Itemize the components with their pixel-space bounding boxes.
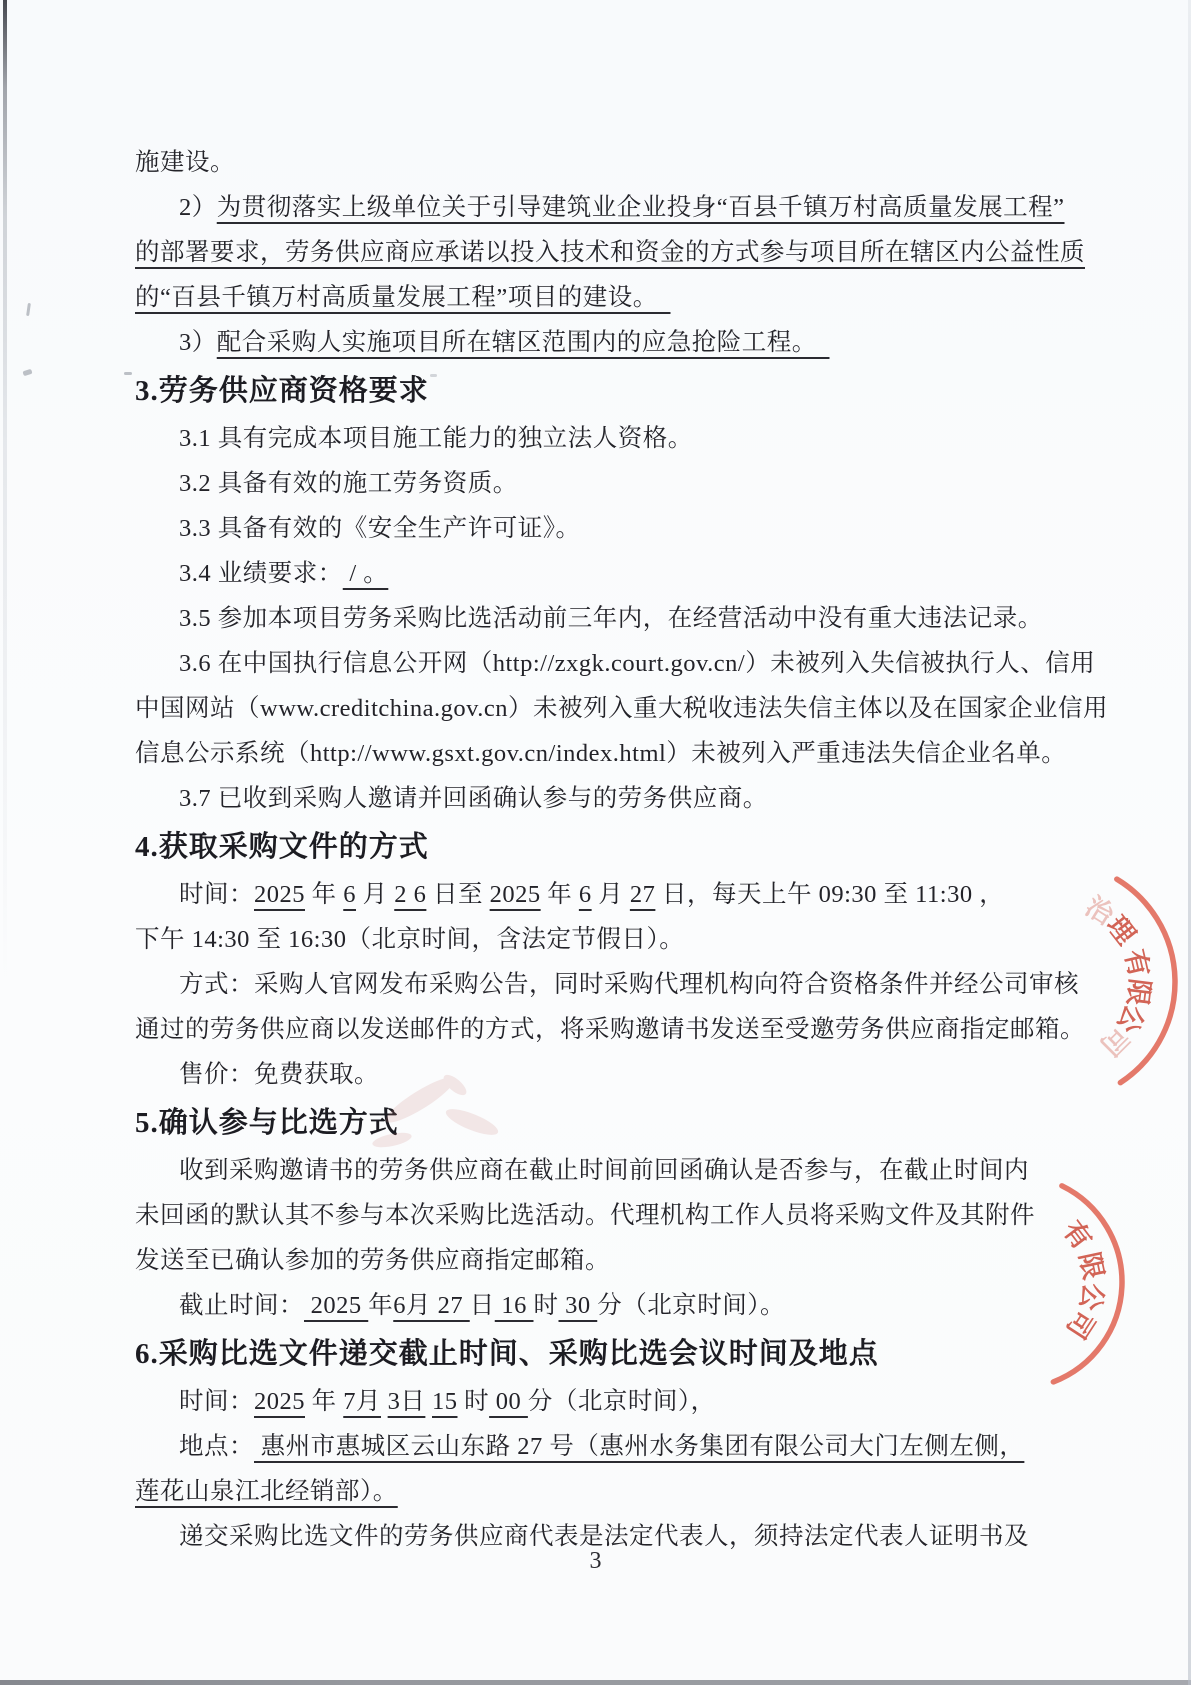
seal-character: 司 <box>1094 1021 1135 1062</box>
text-line <box>135 686 1115 731</box>
underlined-text: 惠州市惠城区云山东路 27 号（惠州水务集团有限公司大门左侧左侧， <box>254 1433 1025 1460</box>
text-segment: 3.1 具有完成本项目施工能力的独立法人资格。 <box>179 425 693 452</box>
seal-character: 司 <box>1060 1304 1101 1344</box>
text-segment: 3.劳务供应商资格要求 <box>135 375 429 407</box>
underlined-text: 的部署要求，劳务供应商应承诺以投入技术和资金的方式参与项目所在辖区内公益性质 <box>135 239 1085 266</box>
text-segment: 2） <box>179 194 217 221</box>
underlined-text: 16 <box>494 1292 534 1319</box>
seal-character: 公 <box>1111 1000 1150 1038</box>
underlined-text: 配合采购人实施项目所在辖区范围内的应急抢险工程。 <box>216 329 830 356</box>
scan-speck <box>124 372 132 375</box>
underlined-text: 30 <box>558 1292 598 1319</box>
underlined-text: 6 <box>578 881 592 908</box>
underlined-text: 2025 <box>254 881 305 908</box>
text-segment: 3） <box>179 329 217 356</box>
text-segment: 发送至已确认参加的劳务供应商指定邮箱。 <box>135 1247 610 1274</box>
seal-character: 有 <box>1057 1215 1098 1255</box>
underlined-text: 2025 <box>254 1388 305 1415</box>
text-line <box>135 962 1115 1007</box>
text-line <box>135 1280 1115 1328</box>
seal-character: 治 <box>1080 890 1119 931</box>
section-heading <box>135 1101 1115 1146</box>
text-segment: 6.采购比选文件递交截止时间、采购比选会议时间及地点 <box>135 1338 879 1370</box>
text-line <box>135 872 1115 917</box>
text-segment: 时 <box>533 1292 559 1319</box>
text-line <box>135 776 1115 821</box>
text-segment: 信息公示系统（http://www.gsxt.gov.cn/index.html）未被列入严重违法失信企业名单。 <box>135 740 1067 767</box>
text-segment: 递交采购比选文件的劳务供应商代表是法定代表人，须持法定代表人证明书及 <box>179 1523 1029 1550</box>
text-line <box>135 596 1115 641</box>
text-line <box>135 1379 1115 1424</box>
text-line <box>135 1052 1115 1097</box>
text-line <box>135 461 1115 506</box>
text-segment: 收到采购邀请书的劳务供应商在截止时间前回函确认是否参与，在截止时间内 <box>179 1157 1029 1184</box>
text-line <box>135 1469 1115 1514</box>
text-line <box>135 917 1115 962</box>
scan-edge-bottom-shadow <box>0 1680 1191 1685</box>
text-segment: 月 <box>356 881 395 908</box>
text-layer <box>135 140 1115 1559</box>
text-line <box>135 731 1115 776</box>
seal-character: 有 <box>1119 946 1155 980</box>
text-segment: 月 <box>591 881 630 908</box>
text-line <box>135 1424 1115 1469</box>
text-segment: 时间： <box>179 1388 254 1415</box>
text-segment: 分（北京时间）。 <box>597 1292 785 1319</box>
text-line <box>135 1238 1115 1283</box>
text-segment: 3.3 具备有效的《安全生产许可证》。 <box>179 515 581 542</box>
text-line <box>135 416 1115 461</box>
underlined-text: 6月 <box>393 1292 431 1319</box>
text-line <box>135 275 1115 320</box>
text-segment: 年 <box>540 881 579 908</box>
section-heading <box>135 1332 1115 1377</box>
text-segment <box>425 1388 432 1415</box>
underlined-text: 27 <box>431 1292 470 1319</box>
scan-speck <box>26 303 31 316</box>
underlined-text: 莲花山泉江北经销部）。 <box>135 1478 398 1505</box>
underlined-text: 2 6 <box>394 881 427 908</box>
text-line <box>135 320 1115 365</box>
text-segment: 年 <box>305 881 344 908</box>
text-segment: 时间： <box>179 881 254 908</box>
underlined-text: 的“百县千镇万村高质量发展工程”项目的建设。 <box>135 284 671 311</box>
underlined-text: 2025 <box>304 1292 369 1319</box>
text-segment: 日，每天上午 09:30 至 11:30 ， <box>655 881 1005 908</box>
seal-character: 限 <box>1073 1249 1109 1283</box>
text-segment: 3.5 参加本项目劳务采购比选活动前三年内，在经营活动中没有重大违法记录。 <box>179 605 1043 632</box>
scan-speck <box>430 374 437 377</box>
text-segment: 施建设。 <box>135 149 235 176</box>
text-line <box>135 185 1115 230</box>
text-segment: 时 <box>457 1388 490 1415</box>
underlined-text: 2025 <box>489 881 541 908</box>
seal-character: 限 <box>1121 977 1155 1008</box>
text-line <box>135 551 1115 596</box>
text-segment: 3.2 具备有效的施工劳务资质。 <box>179 470 518 497</box>
text-segment: 地点： <box>179 1433 254 1460</box>
text-segment: 方式：采购人官网发布采购公告，同时采购代理机构向符合资格条件并经公司审核 <box>179 971 1079 998</box>
scan-speck <box>22 369 32 377</box>
seal-character: 公 <box>1074 1280 1109 1313</box>
text-segment: 5.确认参与比选方式 <box>135 1107 399 1139</box>
text-segment: 年 <box>305 1388 344 1415</box>
underlined-text: / 。 <box>342 560 389 587</box>
text-segment: 下午 14:30 至 16:30（北京时间，含法定节假日）。 <box>135 926 685 953</box>
underlined-text: 27 <box>629 881 656 908</box>
text-line <box>135 1193 1115 1238</box>
text-segment: 3.7 已收到采购人邀请并回函确认参与的劳务供应商。 <box>179 785 768 812</box>
text-segment: 4.获取采购文件的方式 <box>135 831 429 863</box>
text-segment: 3.6 在中国执行信息公开网（http://zxgk.court.gov.cn/）未被列入失信被执行人、信用 <box>179 650 1096 677</box>
underlined-text: 为贯彻落实上级单位关于引导建筑业企业投身“百县千镇万村高质量发展工程” <box>216 194 1065 221</box>
text-segment: 未回函的默认其不参与本次采购比选活动。代理机构工作人员将采购文件及其附件 <box>135 1202 1035 1229</box>
underlined-text: 15 <box>432 1388 458 1415</box>
underlined-text: 3日 <box>387 1388 426 1415</box>
text-segment: 年 <box>368 1292 394 1319</box>
page-number: 3 <box>589 1548 602 1574</box>
text-line <box>135 230 1115 275</box>
scan-edge-left-shadow <box>3 0 7 980</box>
text-segment: 通过的劳务供应商以发送邮件的方式，将采购邀请书发送至受邀劳务供应商指定邮箱。 <box>135 1016 1085 1043</box>
section-heading <box>135 825 1115 870</box>
text-segment: 截止时间： <box>179 1292 304 1319</box>
text-segment: 售价：免费获取。 <box>179 1061 379 1088</box>
text-line <box>135 140 1115 185</box>
underlined-text: 7月 <box>343 1388 381 1415</box>
text-line <box>135 1007 1115 1052</box>
text-line <box>135 641 1115 686</box>
underlined-text: 6 <box>343 881 356 908</box>
seal-character: 理 <box>1101 910 1142 951</box>
text-segment: 分（北京时间）， <box>527 1388 716 1415</box>
text-segment: 日至 <box>426 881 490 908</box>
underlined-text: 00 <box>489 1388 528 1415</box>
text-line <box>135 1148 1115 1193</box>
section-heading <box>135 369 1115 414</box>
text-segment: 日 <box>469 1292 495 1319</box>
seal-ring-arc <box>1117 879 1175 1083</box>
text-segment: 3.4 业绩要求： <box>179 560 343 587</box>
text-segment: 中国网站（www.creditchina.gov.cn）未被列入重大税收违法失信主体以及在国家企业信用 <box>135 695 1108 722</box>
text-line <box>135 506 1115 551</box>
text-segment <box>381 1388 388 1415</box>
